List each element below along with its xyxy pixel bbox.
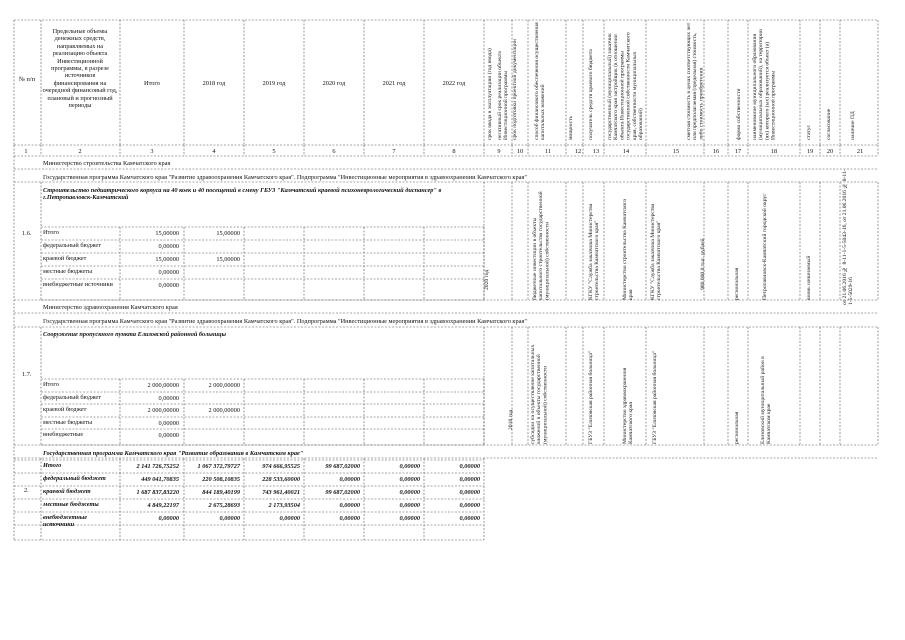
line-value-y2020: 99 687,02000 xyxy=(325,489,360,496)
row-1-7-recipient: ГБУЗ "Елизовская районная больница" xyxy=(588,350,594,444)
line-label: федеральный бюджет xyxy=(43,242,101,249)
line-value-total: 0,00000 xyxy=(158,282,179,289)
header-col-status: статус xyxy=(806,125,812,140)
line-value-y2021: 0,00000 xyxy=(399,476,420,483)
column-number: 20 xyxy=(826,148,834,155)
line-label: Итого xyxy=(43,381,59,388)
header-col-financing-method: способ финансового обеспечения осуществления капитальных вложений xyxy=(534,22,547,140)
header-col-design-docs: наличие ПД xyxy=(850,111,856,140)
line-label: местные бюджеты xyxy=(43,418,93,426)
line-label: внебюджетные xyxy=(43,431,84,439)
row-1-6-recipient: КГКУ "Служба заказчика Министерства строительства Камчатского края" xyxy=(588,203,601,300)
header-col-ownership: форма собственности xyxy=(736,88,742,140)
line-label: федеральный бюджет xyxy=(43,393,101,401)
column-number: 6 xyxy=(332,148,336,155)
line-value-y2019: 0,00000 xyxy=(279,515,300,522)
row-1-6-design-docs: от 21.06.2016 № 8-11-1-5-5043-16, от 21.06.2016 № 8-11-1-5-5029-16 xyxy=(842,169,855,305)
row-1-7-customer-b: ГБУЗ "Елизовская районная больница" xyxy=(652,350,658,444)
row-1-7-title: Сооружение пропускного пункта Елизовской районной больницы xyxy=(43,331,226,338)
line-label: Итого xyxy=(43,462,62,469)
line-value-y2018: 2 000,00000 xyxy=(208,382,240,389)
line-label: местные бюджеты xyxy=(43,501,99,508)
row-1-6-commission-year: 2020 год xyxy=(484,269,490,290)
line-value-y2022: 0,00000 xyxy=(459,489,480,496)
row-2-number: 2. xyxy=(24,487,29,494)
line-label: краевой бюджет xyxy=(43,488,91,495)
line-value-total: 15,00000 xyxy=(155,256,179,263)
line-label: внебюджетные источники xyxy=(43,514,88,528)
header-col-total: Итого xyxy=(144,80,160,87)
line-value-y2019: 743 961,40021 xyxy=(262,489,300,496)
header-col-term: негативный срок реализации объекта Инвестиционной программы xyxy=(497,51,510,140)
line-value-y2022: 0,00000 xyxy=(459,463,480,470)
column-number: 17 xyxy=(734,148,742,155)
column-number: 2 xyxy=(78,148,82,155)
row-1-7-financing-method: субсидии на осуществление капитальных вложений в объекты государственной (муниципальной) собственности xyxy=(530,344,549,444)
column-number: 19 xyxy=(806,148,814,155)
line-value-y2021: 0,00000 xyxy=(399,463,420,470)
row-1-7-customer-a: Министерство здравоохранения Камчатского края xyxy=(622,367,635,444)
column-number: 14 xyxy=(622,148,630,155)
row-1-7-design-term: 2018 год xyxy=(508,409,514,430)
row-1-6-ownership: региональная xyxy=(734,267,740,300)
column-number: 1 xyxy=(24,148,28,155)
column-number: 8 xyxy=(452,148,456,155)
header-col-2019: 2019 год xyxy=(262,80,286,87)
header-col-volumes: Предельные объемы денежных средств, направляемых на реализацию объекта Инвестиционной программы, в разрезе источников финансирования на очередной финансовый год, плановый и прогнозный периоды xyxy=(42,28,118,110)
row-1-6-title: Строительство педиатрического корпуса на 40 коек и 40 посещений в смену ГБУЗ "Камчатский краевой психоневрологический диспансер" в г.Петропавловск-Камчатский xyxy=(43,187,442,202)
column-number: 7 xyxy=(392,148,396,155)
line-value-total: 4 849,22197 xyxy=(147,502,179,509)
line-value-y2022: 0,00000 xyxy=(459,502,480,509)
line-value-y2018: 220 508,10835 xyxy=(202,476,240,483)
line-value-y2022: 0,00000 xyxy=(459,476,480,483)
column-number: 11 xyxy=(544,148,552,155)
header-col-num: № п/п xyxy=(18,76,36,83)
row-1-7-municipality: Елизовский муниципальный район в Камчатском крае xyxy=(760,356,773,444)
line-value-y2019: 2 173,93504 xyxy=(268,502,300,509)
line-value-total: 0,00000 xyxy=(158,432,179,440)
line-value-total: 2 141 726,75252 xyxy=(136,463,179,470)
line-label: краевой бюджет xyxy=(43,406,87,414)
line-label: федеральный бюджет xyxy=(43,475,106,482)
line-value-y2021: 0,00000 xyxy=(399,502,420,509)
line-label: местные бюджеты xyxy=(43,268,93,275)
section-program-education: Государственная программа Камчатского края "Развитие образования в Камчатском крае" xyxy=(43,450,304,457)
column-number: 13 xyxy=(592,148,600,155)
row-1-6-municipality: Петропавловск-Камчатский городской округ xyxy=(762,193,768,300)
header-col-approval: согласование xyxy=(826,108,832,140)
line-value-y2019: 228 533,60000 xyxy=(262,476,300,483)
row-1-6-number: 1.6. xyxy=(22,230,32,237)
column-number: 21 xyxy=(856,148,864,155)
column-number: 4 xyxy=(212,148,216,155)
line-value-y2021: 0,00000 xyxy=(399,515,420,522)
row-1-6-estimate: 900 000,0 тыс. рублей xyxy=(700,238,706,290)
header-col-customer: государственный (муниципальный) заказчик Камчатского края застройщик (в отношении объекта Инвестиционной программы государственной собственности Камчатского края, собственности муниципальных образований) xyxy=(607,32,645,140)
column-number: 9 xyxy=(497,148,501,155)
line-value-y2018: 0,00000 xyxy=(219,515,240,522)
row-1-6-customer-b: КГКУ "Служба заказчика Министерства строительства Камчатского края" xyxy=(650,203,663,300)
section-ministry-construction: Министерство строительства Камчатского края xyxy=(43,160,171,167)
line-value-total: 449 041,70835 xyxy=(141,476,179,483)
header-col-capacity: мощность xyxy=(568,115,574,140)
column-number: 12 xyxy=(574,148,582,155)
line-value-y2018: 2 000,00000 xyxy=(208,407,240,415)
column-number: 16 xyxy=(712,148,720,155)
line-value-y2021: 0,00000 xyxy=(399,489,420,496)
line-value-y2018: 2 675,28693 xyxy=(208,502,240,509)
column-number: 5 xyxy=(272,148,276,155)
line-value-total: 2 000,00000 xyxy=(147,407,179,415)
column-number: 10 xyxy=(516,148,524,155)
header-col-estimate: сметная стоимость в ценах соответствующих лет или предполагаемая (предельная) стоимость, либо стоимость приобретения xyxy=(686,22,705,140)
line-value-y2022: 0,00000 xyxy=(459,515,480,522)
header-col-2022: 2022 год xyxy=(442,80,466,87)
row-1-7-ownership: региональная xyxy=(734,411,740,444)
line-value-y2020: 0,00000 xyxy=(339,502,360,509)
line-value-total: 0,00000 xyxy=(158,419,179,427)
line-value-y2018: 15,00000 xyxy=(216,230,240,237)
row-1-6-customer-a: Министерство строительства Камчатского края xyxy=(622,198,635,300)
section-program-health-2: Государственная программа Камчатского края "Развитие здравоохранения Камчатского края". Подпрограмма "Инвестиционные мероприятия в здравоохранении Камчатского края" xyxy=(43,318,527,325)
line-value-y2018: 15,00000 xyxy=(216,256,240,263)
row-1-7-number: 1.7. xyxy=(22,371,32,378)
section-program-health-1: Государственная программа Камчатского края "Развитие здравоохранения Камчатского края". Подпрограмма "Инвестиционные мероприятия в здравоохранении Камчатского края" xyxy=(43,174,527,181)
header-col-commission-year: срок ввода в эксплуатацию (год ввода) xyxy=(487,48,493,140)
line-value-y2020: 0,00000 xyxy=(339,476,360,483)
line-label: Итого xyxy=(43,229,59,236)
row-1-6-financing-method: бюджетные инвестиции в объекты капитального строительства государственной (муниципальной) собственности xyxy=(532,191,551,300)
header-col-municipality: наименование муниципального образования (муниципальных образований), на территории (ях) которого (ых) реализуется объект (а) Инвестиционной программы xyxy=(752,29,777,140)
column-number: 15 xyxy=(672,148,680,155)
line-value-total: 0,00000 xyxy=(158,515,179,522)
line-value-y2018: 844 189,40199 xyxy=(202,489,240,496)
line-value-y2020: 99 687,02000 xyxy=(325,463,360,470)
header-col-design-term: срок подготовки проектной документации xyxy=(512,39,518,140)
line-value-total: 1 687 837,83220 xyxy=(136,489,179,496)
column-number: 18 xyxy=(770,148,778,155)
row-1-6-status: вновь начинаемый xyxy=(806,255,812,300)
line-value-y2020: 0,00000 xyxy=(339,515,360,522)
header-col-2018: 2018 год xyxy=(202,80,226,87)
header-col-recipient: получатель средств краевого бюджета xyxy=(588,49,594,140)
column-number: 3 xyxy=(150,148,154,155)
line-label: краевой бюджет xyxy=(43,255,87,262)
line-value-total: 0,00000 xyxy=(158,269,179,276)
line-value-total: 15,00000 xyxy=(155,230,179,237)
line-value-y2018: 1 067 372,79727 xyxy=(197,463,240,470)
header-col-2021: 2021 год xyxy=(382,80,406,87)
line-value-total: 2 000,00000 xyxy=(147,382,179,389)
line-value-total: 0,00000 xyxy=(158,243,179,250)
line-label: внебюджетные источники xyxy=(43,281,113,288)
section-ministry-health: Министерство здравоохранения Камчатского края xyxy=(43,304,178,311)
line-value-total: 0,00000 xyxy=(158,394,179,402)
header-col-2020: 2020 год xyxy=(322,80,346,87)
line-value-y2019: 974 666,95525 xyxy=(262,463,300,470)
